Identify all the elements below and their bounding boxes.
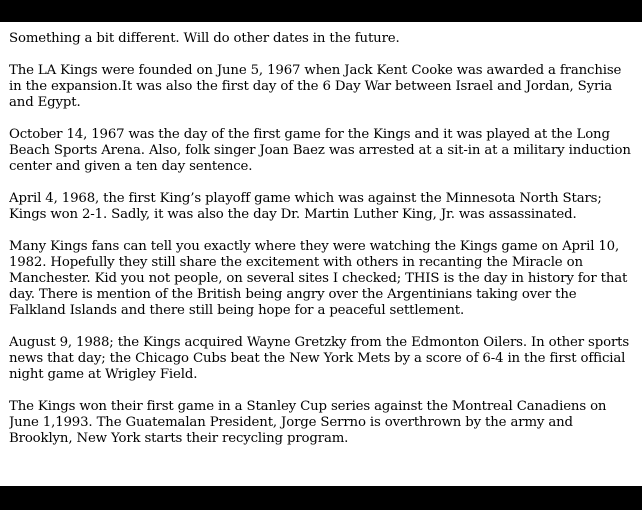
paragraph-first-playoff: April 4, 1968, the first King’s playoff game which was against the Minnesota North Stars; Kings won 2-1. Sadly, it was also the day Dr. Martin Luther King, Jr. was assassinated. [9,191,602,222]
paragraph-founding: The LA Kings were founded on June 5, 1967 when Jack Kent Cooke was awarded a franchise in the expansion.It was also the first day of the 6 Day War between Israel and Jordan, Syria and Egypt. [9,63,622,110]
paragraph-miracle-on-manchester: Many Kings fans can tell you exactly where they were watching the Kings game on April 10, 1982. Hopefully they still share the excitement with others in recanting the Miracle on Manchester. Kid you not people, on several sites I checked; THIS is the day in history for that day. There is mention of the British being angry over the Argentinians taking over the Falkland Islands and there still being hope for a peaceful settlement. [9,239,628,318]
bottom-black-bar [0,486,642,510]
paragraph-gretzky-trade: August 9, 1988; the Kings acquired Wayne Gretzky from the Edmonton Oilers. In other sports news that day; the Chicago Cubs beat the New York Mets by a score of 6-4 in the first official night game at Wrigley Field. [9,335,630,382]
paragraph-first-game: October 14, 1967 was the day of the first game for the Kings and it was played at the Long Beach Sports Arena. Also, folk singer Joan Baez was arrested at a sit-in at a military induction center and given a ten day sentence. [9,127,631,174]
top-black-bar [0,0,642,22]
article-body [9,31,637,481]
intro-paragraph: Something a bit different. Will do other dates in the future. [9,31,400,46]
paragraph-stanley-cup: The Kings won their first game in a Stanley Cup series against the Montreal Canadiens on June 1,1993. The Guatemalan President, Jorge Serrno is overthrown by the army and Brooklyn, New York starts their recycling program. [9,399,607,446]
